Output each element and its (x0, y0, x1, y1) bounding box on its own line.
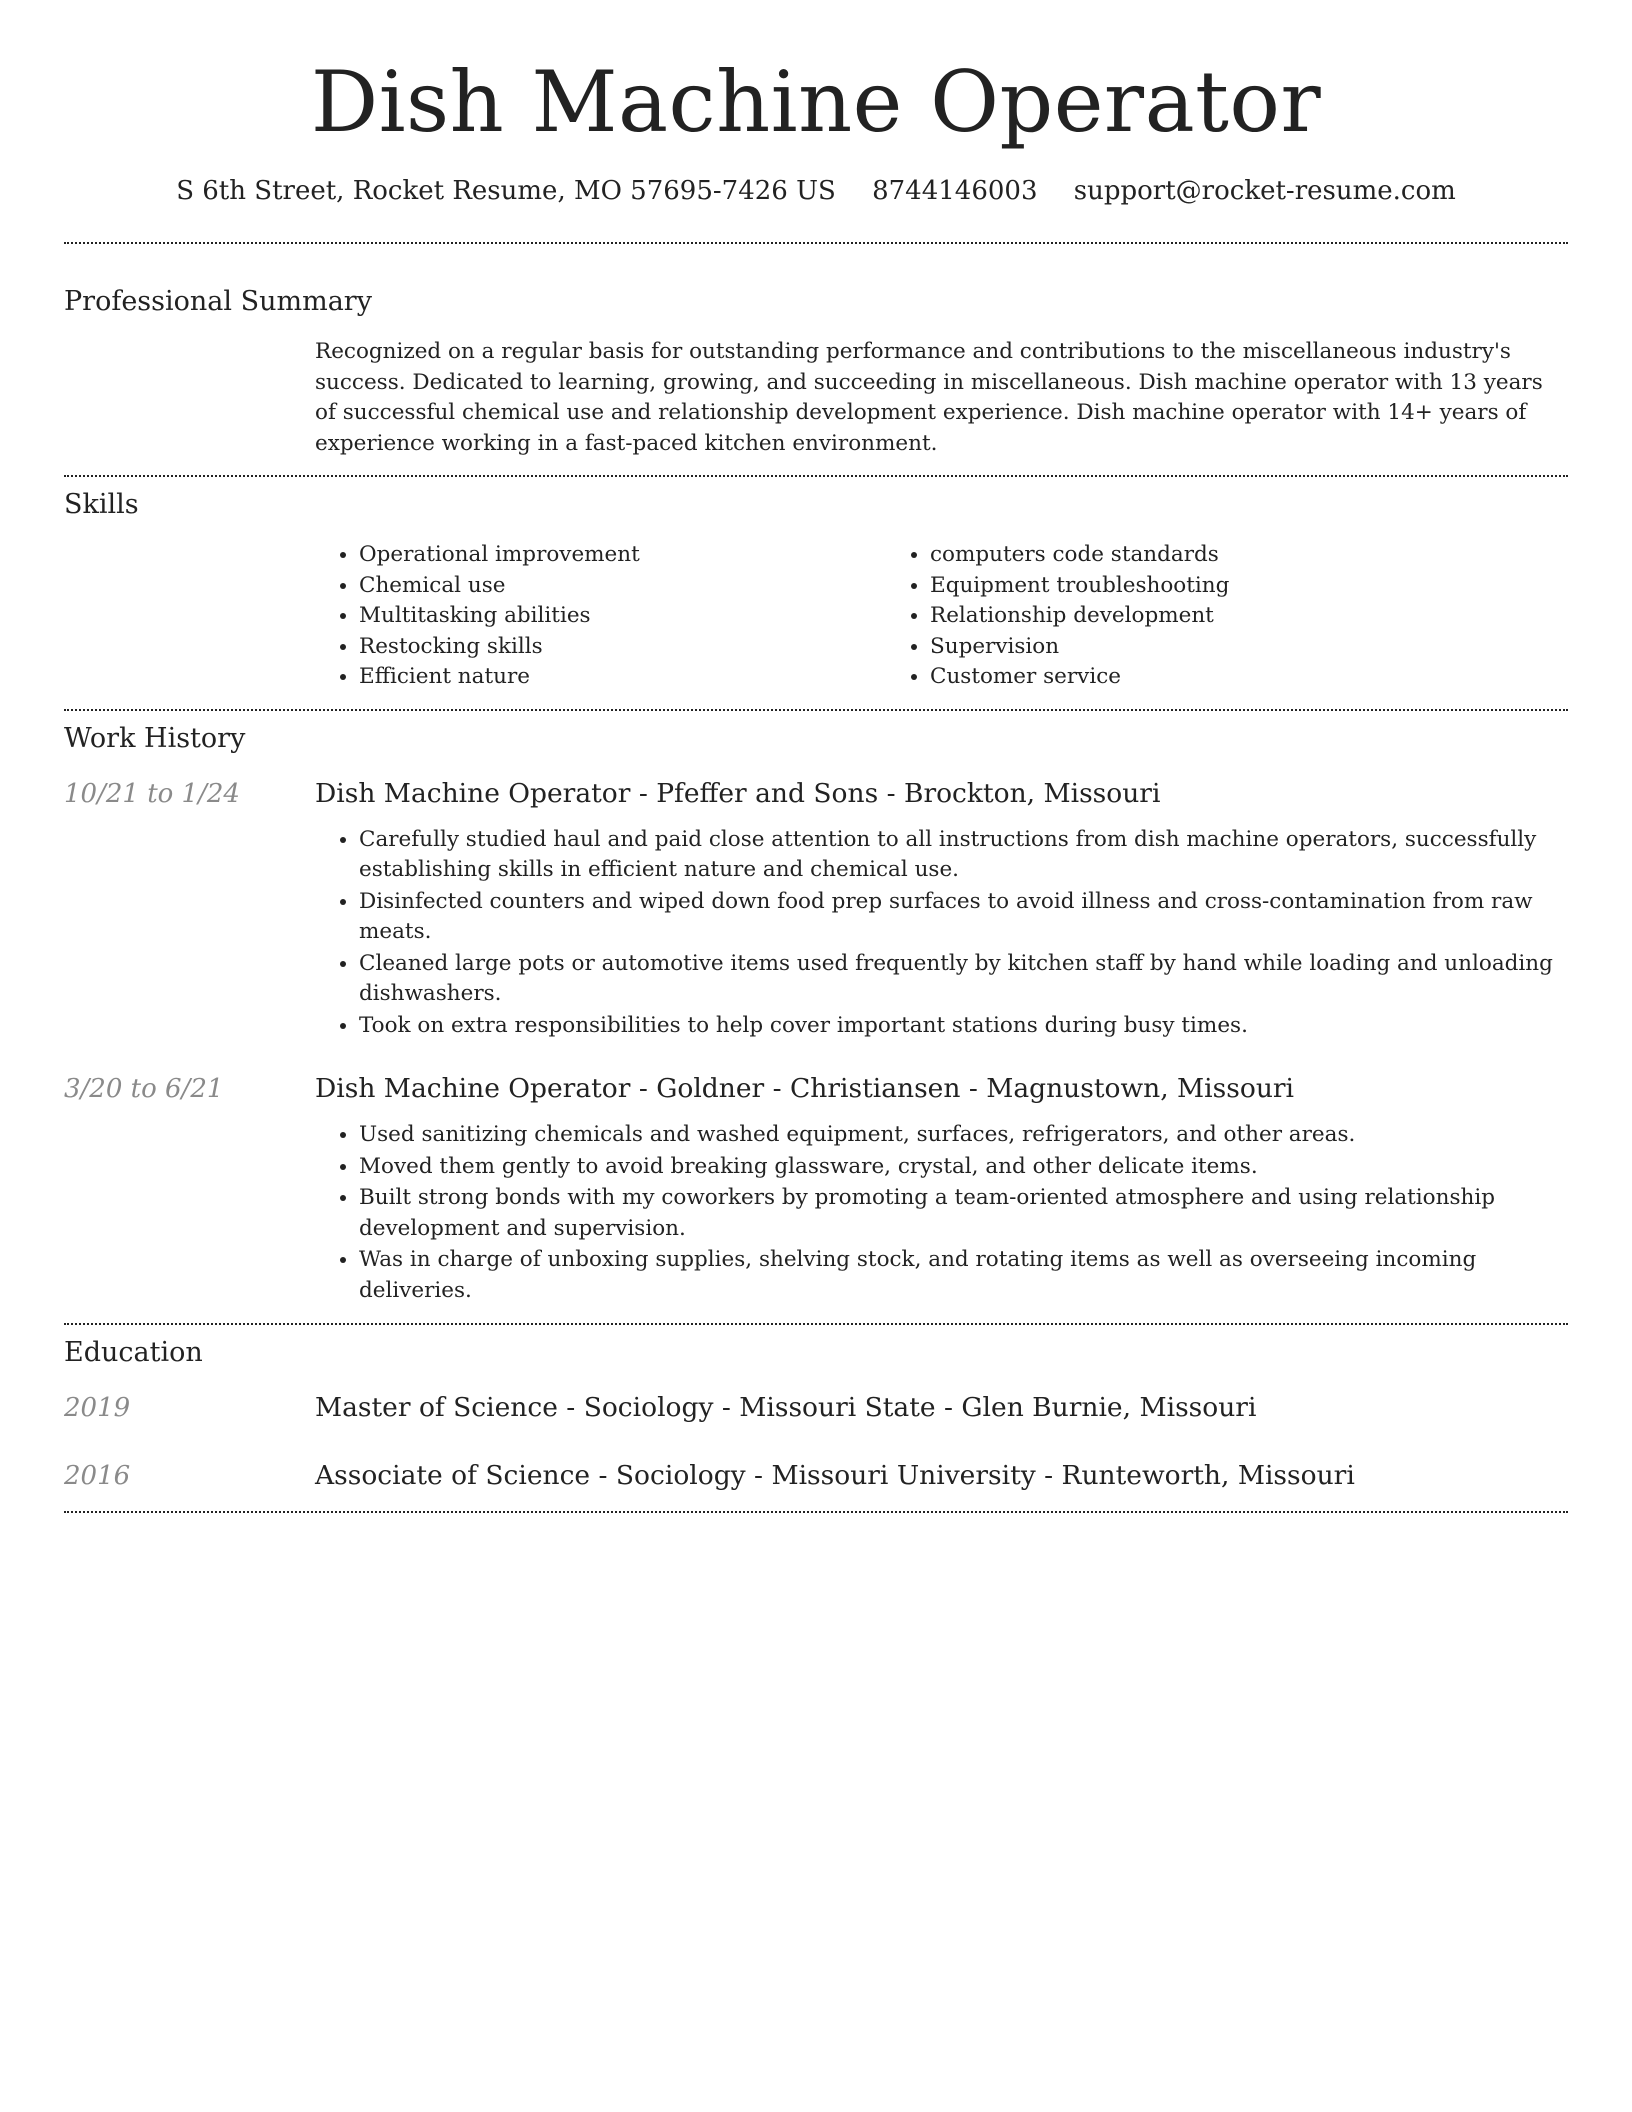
skills-list-right (930, 540, 1545, 693)
job-bullet: • Took on extra responsibilities to help cover important stations during busy times. (359, 1011, 1568, 1042)
skill-item: • Equipment troubleshooting (930, 571, 1545, 602)
skill-item: • Operational improvement (359, 540, 930, 571)
skill-item: • Chemical use (359, 571, 930, 602)
job-bullet: • Cleaned large pots or automotive items used frequently by kitchen staff by hand while loading and unloading dishwashers. (359, 949, 1568, 1010)
phone: 8744146003 (872, 176, 1038, 206)
skills-body (315, 540, 1568, 693)
job-dates: 10/21 to 1/24 (64, 778, 240, 809)
contact-line (64, 174, 1568, 208)
skills-list-left (315, 540, 930, 693)
education-heading: Master of Science - Sociology - Missouri State - Glen Burnie, Missouri (315, 1392, 1257, 1423)
job-bullet: • Was in charge of unboxing supplies, shelving stock, and rotating items as well as overseeing incoming deliveries. (359, 1245, 1568, 1306)
education-entry (64, 1391, 1568, 1425)
summary-text: Recognized on a regular basis for outstanding performance and contributions to the miscellaneous industry's success. Dedicated to learning, growing, and succeeding in miscellaneous. Dish machine operator with 13 years of successful chemical use and relationship development experience. Dish machine operator with 14+ years of experience working in a fast-paced kitchen environment. (315, 339, 1543, 456)
summary-body (315, 337, 1568, 459)
education-heading: Associate of Science - Sociology - Missouri University - Runteworth, Missouri (315, 1460, 1355, 1491)
job-bullet: • Built strong bonds with my coworkers by promoting a team-oriented atmosphere and using relationship development and supervision. (359, 1183, 1568, 1244)
address: S 6th Street, Rocket Resume, MO 57695-7426 US (176, 176, 836, 206)
skill-item: • Customer service (930, 662, 1545, 693)
skills-section (64, 477, 1568, 693)
job-entry (64, 1072, 1568, 1307)
education-section (64, 1325, 1568, 1493)
skill-item: • Restocking skills (359, 632, 930, 663)
work-title: Work History (64, 722, 246, 754)
job-entry (64, 777, 1568, 1043)
candidate-name: Dish Machine Operator (310, 53, 1322, 151)
education-divider (64, 1511, 1568, 1513)
job-bullet: • Used sanitizing chemicals and washed equipment, surfaces, refrigerators, and other areas. (359, 1120, 1568, 1151)
email[interactable]: support@rocket-resume.com (1073, 176, 1456, 206)
education-title: Education (64, 1337, 203, 1368)
skill-item: • Efficient nature (359, 662, 930, 693)
resume-page (64, 0, 1568, 1513)
skill-item: • Supervision (930, 632, 1545, 663)
job-bullet: • Moved them gently to avoid breaking glassware, crystal, and other delicate items. (359, 1152, 1568, 1183)
education-year: 2019 (64, 1393, 131, 1423)
education-year: 2016 (64, 1461, 131, 1491)
education-entry (64, 1459, 1568, 1493)
skills-title: Skills (64, 489, 139, 520)
job-heading: Dish Machine Operator - Goldner - Christiansen - Magnustown, Missouri (315, 1073, 1295, 1104)
skill-item: • Relationship development (930, 601, 1545, 632)
skill-item: • computers code standards (930, 540, 1545, 571)
summary-title: Professional Summary (64, 286, 372, 317)
job-bullets (315, 1120, 1568, 1306)
job-bullet: • Disinfected counters and wiped down food prep surfaces to avoid illness and cross-contamination from raw meats. (359, 887, 1568, 948)
skill-item: • Multitasking abilities (359, 601, 930, 632)
summary-section (64, 244, 1568, 459)
job-bullets (315, 825, 1568, 1042)
job-dates: 3/20 to 6/21 (64, 1074, 224, 1104)
work-section (64, 711, 1568, 1308)
job-bullet: • Carefully studied haul and paid close attention to all instructions from dish machine operators, successfully establishing skills in efficient nature and chemical use. (359, 825, 1568, 886)
job-heading: Dish Machine Operator - Pfeffer and Sons - Brockton, Missouri (315, 777, 1161, 809)
